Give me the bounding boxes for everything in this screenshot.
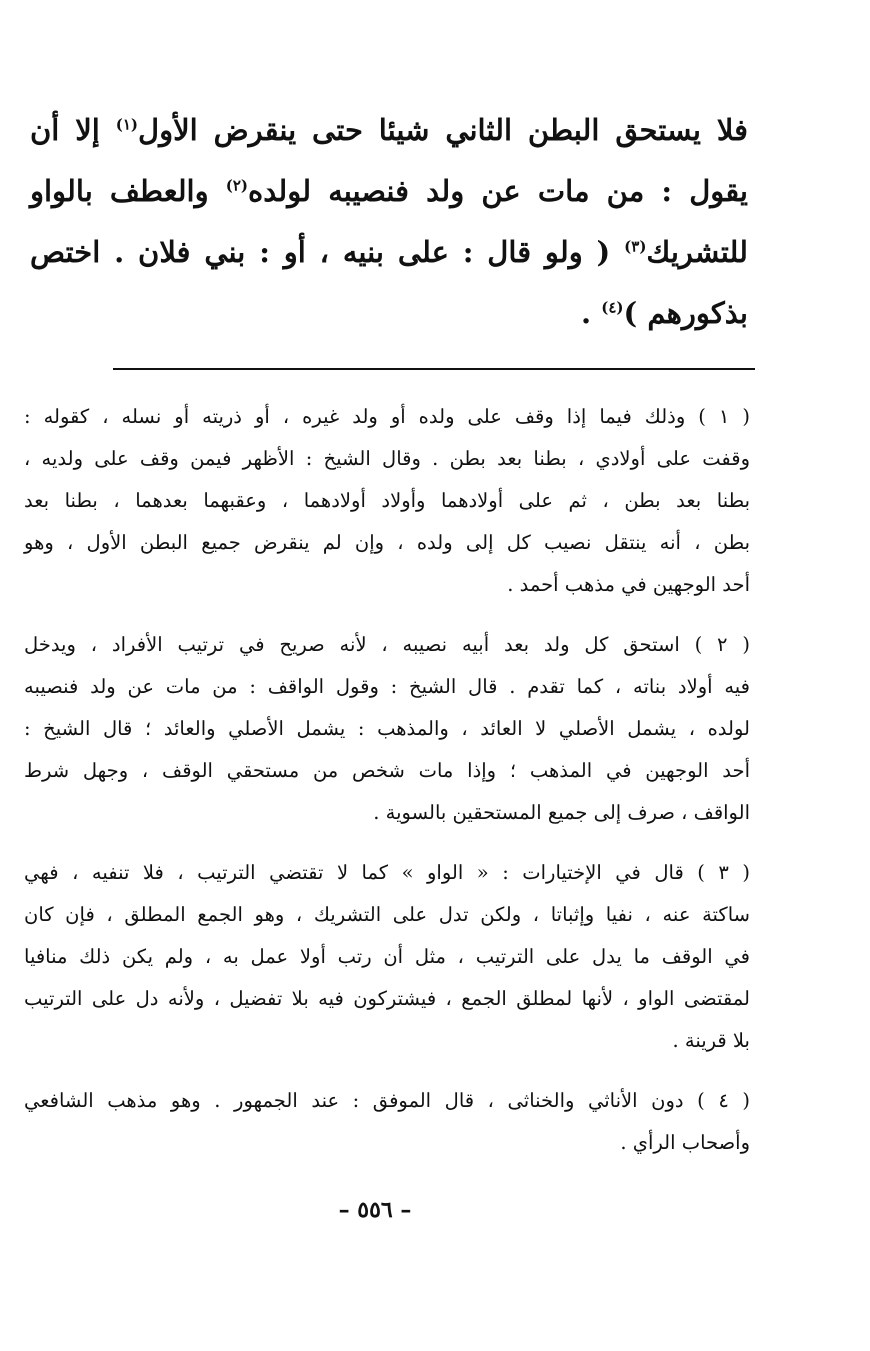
footnote-line: أحد الوجهين في المذهب ؛ وإذا مات شخص من مستحقي الوقف ، وجهل شرط: [24, 759, 750, 782]
footnote-line: وقفت على أولادي ، بطنا بعد بطن . وقال الشيخ : الأظهر فيمن وقف على ولديه ،: [24, 447, 750, 470]
footnote-line: الواقف ، صرف إلى جميع المستحقين بالسوية .: [373, 801, 750, 824]
footnote-1: [24, 396, 750, 606]
footnotes-section: [24, 396, 750, 1182]
footnote-line: لولده ، يشمل الأصلي لا العائد ، والمذهب : يشمل الأصلي والعائد ؛ قال الشيخ :: [24, 717, 750, 740]
footnote-ref[interactable]: (٢): [225, 176, 249, 195]
footnote-line: ( ٢ ) استحق كل ولد بعد أبيه نصيبه ، لأنه صريح في ترتيب الأفراد ، ويدخل: [24, 633, 750, 656]
main-text-block: [30, 100, 748, 344]
footnote-line: ( ٤ ) دون الأناثي والخناثى ، قال الموفق : عند الجمهور . وهو مذهب الشافعي: [24, 1089, 750, 1112]
footnote-4: [24, 1080, 750, 1164]
footnote-ref[interactable]: (٣): [624, 237, 647, 256]
footnote-line: أحد الوجهين في مذهب أحمد .: [507, 573, 750, 596]
footnote-2: [24, 624, 750, 834]
footnote-line: ساكتة عنه ، نفيا وإثباتا ، ولكن تدل على التشريك ، وهو الجمع المطلق ، فإن كان: [24, 903, 750, 926]
footnote-separator: [113, 368, 755, 370]
footnote-line: وأصحاب الرأي .: [620, 1131, 750, 1154]
footnote-ref[interactable]: (١): [115, 115, 139, 134]
footnote-line: لمقتضى الواو ، لأنها لمطلق الجمع ، فيشتركون فيه بلا تفضيل ، ولأنه دل على الترتيب: [24, 987, 750, 1010]
footnote-line: بطن ، أنه ينتقل نصيب كل إلى ولده ، وإن لم ينقرض جميع البطن الأول ، وهو: [24, 531, 750, 554]
main-line: بذكورهم )$^{(٤)}$ .: [581, 296, 748, 330]
page-number: – ٥٥٦ –: [338, 1197, 412, 1223]
main-line: فلا يستحق البطن الثاني شيئا حتى ينقرض الأول$^{(١)}$ إلا أن: [30, 113, 748, 147]
footnote-3: [24, 852, 750, 1062]
main-line: يقول : من مات عن ولد فنصيبه لولده$^{(٢)}$ والعطف بالواو: [30, 174, 748, 208]
footnote-line: بلا قرينة .: [672, 1029, 750, 1052]
footnote-line: ( ١ ) وذلك فيما إذا وقف على ولده أو ولد غيره ، أو ذريته أو نسله ، كقوله :: [24, 405, 750, 428]
footnote-line: بطنا بعد بطن ، ثم على أولادهما وأولاد أولادهما ، وعقبهما بعدهما ، بطنا بعد: [24, 489, 750, 512]
footnote-line: في الوقف ما يدل على الترتيب ، مثل أن رتب أولا عمل به ، ولم يكن ذلك منافيا: [24, 945, 750, 968]
footnote-line: ( ٣ ) قال في الإختيارات : « الواو » كما لا تقتضي الترتيب ، فلا تنفيه ، فهي: [24, 861, 750, 884]
main-line: للتشريك$^{(٣)}$ ( ولو قال : على بنيه ، أو : بني فلان . اختص: [30, 235, 748, 269]
footnote-ref[interactable]: (٤): [601, 298, 624, 317]
footnote-line: فيه أولاد بناته ، كما تقدم . قال الشيخ : وقول الواقف : من مات عن ولد فنصيبه: [24, 675, 750, 698]
